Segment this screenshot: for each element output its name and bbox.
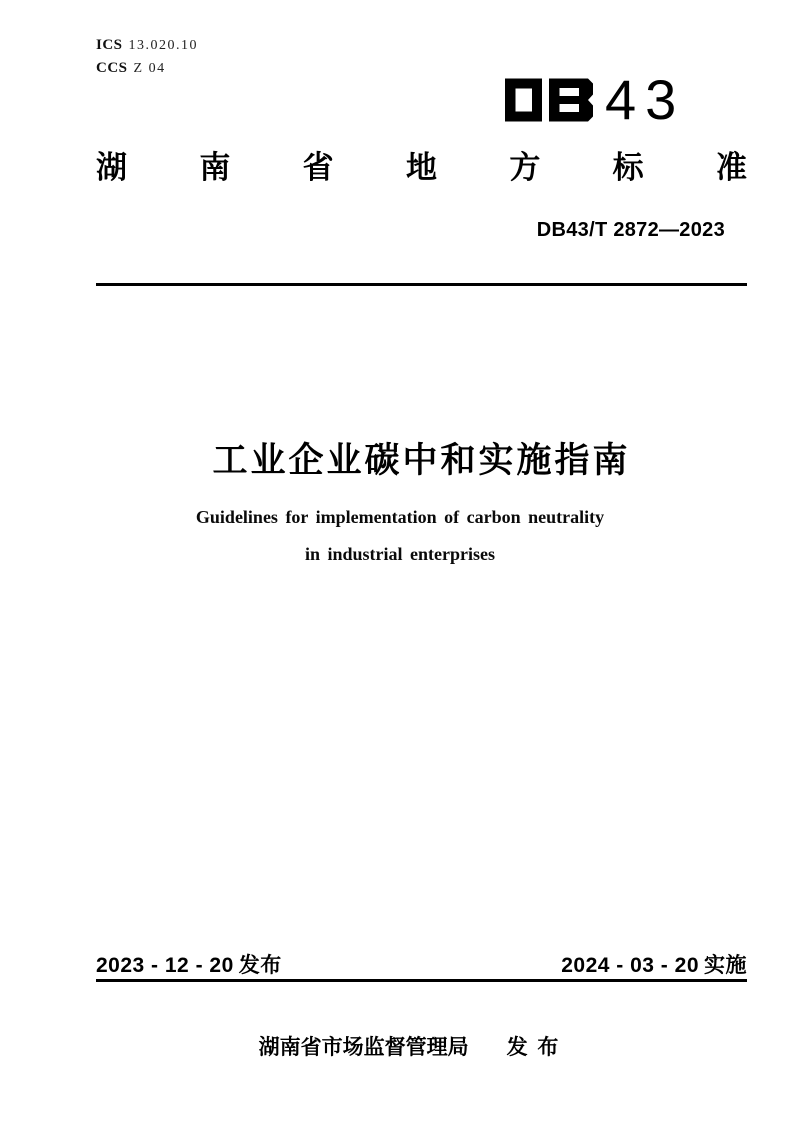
standard-document-number: DB43/T 2872—2023 — [536, 219, 725, 241]
standard-name-char: 南 — [199, 150, 231, 185]
ccs-value: Z 04 — [133, 61, 166, 76]
issue-date: 2023 - 12 - 20 — [96, 954, 234, 977]
footer-rule — [96, 979, 747, 982]
standard-title-en-line2: in industrial enterprises — [304, 544, 495, 564]
implementation-date-block — [561, 949, 747, 979]
dates-row — [96, 949, 747, 979]
standard-name-char: 地 — [405, 150, 437, 185]
release-label: 发 布 — [506, 1036, 559, 1059]
ccs-code-row — [96, 57, 198, 80]
ics-code-row — [96, 34, 198, 57]
standard-name-banner — [96, 151, 747, 185]
implementation-date-label: 实施 — [704, 954, 747, 977]
ccs-label: CCS — [96, 60, 128, 76]
db-logo-region-number: 43 — [605, 68, 686, 131]
implementation-date: 2024 - 03 - 20 — [561, 954, 699, 977]
ics-label: ICS — [96, 37, 123, 53]
standard-name-char: 标 — [612, 150, 644, 185]
ics-value: 13.020.10 — [128, 38, 199, 53]
publisher-row — [83, 1031, 734, 1061]
db43-logo — [505, 68, 686, 131]
standard-title-en — [50, 499, 750, 573]
standard-name-char: 方 — [509, 150, 541, 185]
issue-date-label: 发布 — [238, 954, 282, 977]
classification-codes — [96, 34, 198, 80]
standard-title-en-line1: Guidelines for implementation of carbon neutrality — [195, 507, 605, 527]
standard-name-char: 准 — [715, 150, 747, 185]
issue-date-block — [96, 949, 282, 979]
db-logo-mark — [505, 78, 593, 122]
standard-title-cn: 工业企业碳中和实施指南 — [212, 441, 631, 480]
standard-name-char: 湖 — [96, 150, 127, 185]
header-rule — [96, 283, 747, 286]
publisher-name: 湖南省市场监督管理局 — [258, 1036, 469, 1059]
standard-name-char: 省 — [302, 150, 334, 185]
